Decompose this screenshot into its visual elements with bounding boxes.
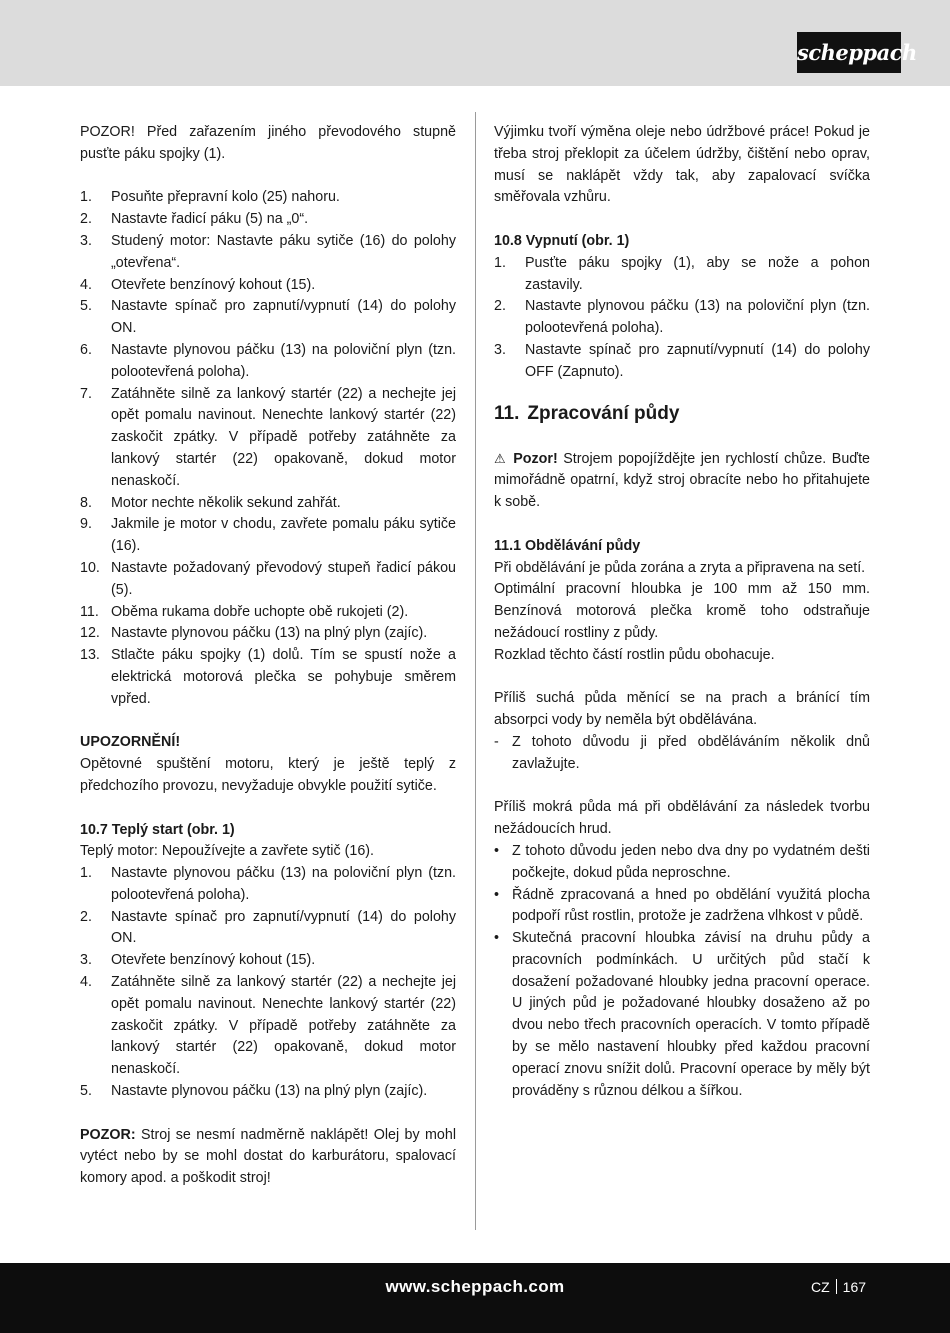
warning-label: Pozor! xyxy=(513,450,558,467)
list-item xyxy=(80,384,456,493)
list-item xyxy=(494,253,870,297)
list-item xyxy=(80,863,456,907)
list-item-number: 5. xyxy=(80,298,92,315)
list-item xyxy=(80,972,456,1081)
list-item xyxy=(494,885,870,929)
page-header xyxy=(0,0,950,86)
list-item-text: Oběma rukama dobře uchopte obě rukojeti (2). xyxy=(111,603,409,620)
list-item xyxy=(494,928,870,1102)
list-item-text: Nastavte plynovou páčku (13) na plný plyn (zajíc). xyxy=(111,1083,428,1100)
dry-soil-list xyxy=(494,732,870,776)
tilling-paragraph-1: Při obdělávání je půda zorána a zryta a připravena na setí. xyxy=(494,559,866,576)
list-item-number: 4. xyxy=(80,974,92,991)
intro-warning: POZOR! Před zařazením jiného převodového stupně pusťte páku spojky (1). xyxy=(80,124,456,162)
list-item-number: 6. xyxy=(80,341,92,358)
list-item-text: Nastavte řadicí páku (5) na „0“. xyxy=(111,211,309,228)
list-item-text: Nastavte spínač pro zapnutí/vypnutí (14) do polohy OFF (Zapnuto). xyxy=(525,341,870,380)
list-item-bullet: • xyxy=(494,886,500,903)
list-item-text: Pusťte páku spojky (1), aby se nože a pohon zastavily. xyxy=(525,254,870,293)
list-item-number: 13. xyxy=(80,647,100,664)
scheppach-logo: scheppach xyxy=(797,32,901,73)
list-item-text: Nastavte plynovou páčku (13) na poloviční plyn (tzn. polootevřená poloha). xyxy=(111,865,456,903)
warning-text: Strojem popojíždějte jen rychlostí chůze. Buďte mimořádně opatrní, když stroj obracíte nebo ho přitahujete k sobě. xyxy=(494,450,870,511)
tilling-paragraph-2: Optimální pracovní hloubka je 100 mm až 150 mm. Benzínová motorová plečka kromě toho odstraňuje nežádoucí rostliny z půdy. xyxy=(494,581,870,641)
list-item-number: 12. xyxy=(80,625,100,642)
page-number: 167 xyxy=(842,1279,867,1295)
list-item-number: 1. xyxy=(80,189,92,206)
page-separator xyxy=(836,1279,837,1294)
list-item-number: 2. xyxy=(494,298,506,315)
list-item-text: Zatáhněte silně za lankový startér (22) a nechejte jej opět pomalu navinout. Nenechte lankový startér (22) zaskočit zpátky. V případě potřeby zatáhněte za lankový startér (22) opakovaně, dokud motor nenaskočí. xyxy=(111,974,456,1078)
notice-text: Opětovné spuštění motoru, který je ještě teplý z předchozího provozu, nevyžaduje obvykle použití sytiče. xyxy=(80,756,456,794)
list-item-text: Nastavte plynovou páčku (13) na plný plyn (zajíc). xyxy=(111,625,428,642)
caution-paragraph xyxy=(80,1125,456,1190)
language-code: CZ xyxy=(811,1279,830,1295)
list-item xyxy=(494,732,870,776)
page-indicator xyxy=(811,1279,866,1295)
list-item xyxy=(80,602,456,624)
list-item-number: 4. xyxy=(80,276,92,293)
list-item-text: Nastavte požadovaný převodový stupeň řadicí pákou (5). xyxy=(111,559,456,598)
list-item xyxy=(80,1081,456,1103)
list-item-number: 5. xyxy=(80,1083,92,1100)
list-item-text: Řádně zpracovaná a hned po obdělání využitá plocha podpoří růst rostlin, protože je zadržena vlhkost v půdě. xyxy=(512,886,870,925)
list-item xyxy=(494,841,870,885)
walking-speed-warning xyxy=(494,448,870,514)
section-heading xyxy=(494,400,870,428)
page-footer xyxy=(0,1263,950,1333)
tilling-paragraph-3: Rozklad těchto částí rostlin půdu obohacuje. xyxy=(494,646,775,663)
list-item xyxy=(494,340,870,384)
list-item xyxy=(80,209,456,231)
list-item-number: 10. xyxy=(80,559,100,576)
list-item-number: 9. xyxy=(80,516,92,533)
shutdown-heading: 10.8 Vypnutí (obr. 1) xyxy=(494,232,630,249)
list-item-bullet: - xyxy=(494,733,499,750)
website-link[interactable]: www.scheppach.com xyxy=(385,1277,565,1296)
list-item xyxy=(80,950,456,972)
list-item-number: 8. xyxy=(80,494,92,511)
notice-heading: UPOZORNĚNÍ! xyxy=(80,734,181,751)
list-item-number: 1. xyxy=(80,865,92,882)
list-item-text: Studený motor: Nastavte páku sytiče (16) do polohy „otevřena“. xyxy=(111,232,456,271)
list-item-text: Zatáhněte silně za lankový startér (22) a nechejte jej opět pomalu navinout. Nenechte lankový startér (22) zaskočit zpátky. V případě potřeby zatáhněte za lankový startér (22) opakovaně, dokud motor nenaskočí. xyxy=(111,385,456,489)
list-item-bullet: • xyxy=(494,842,500,859)
exception-text: Výjimku tvoří výměna oleje nebo údržbové práce! Pokud je třeba stroj překlopit za účelem údržby, čištění nebo oprav, musí se naklápět vždy tak, aby zapalovací svíčka směřovala vzhůru. xyxy=(494,124,870,206)
tilling-heading: 11.1 Obdělávání půdy xyxy=(494,537,641,554)
left-column xyxy=(80,122,456,1190)
list-item-number: 3. xyxy=(494,341,506,358)
list-item-text: Skutečná pracovní hloubka závisí na druhu půdy a pracovních podmínkách. U určitých půd stačí k dosažení požadované hloubky jedna pracovní operace. U jiných půd je požadované hloubky dosaženo až po dvou nebo třech pracovních operacích. V tomto případě by se mělo nastavení hloubky před každou pracovní operací znovu snížit dolů. Pracovní operace by měly být prováděny s různou délkou a šířkou. xyxy=(512,930,870,1099)
list-item xyxy=(80,514,456,558)
list-item xyxy=(80,907,456,951)
dry-soil-text: Příliš suchá půda měnící se na prach a bránící tím absorpci vody by neměla být obdělávána. xyxy=(494,690,870,729)
section-title: Zpracování půdy xyxy=(527,402,680,424)
start-steps-list xyxy=(80,187,456,710)
list-item-text: Nastavte spínač pro zapnutí/vypnutí (14) do polohy ON. xyxy=(111,908,456,947)
list-item-number: 2. xyxy=(80,908,92,925)
list-item xyxy=(80,275,456,297)
list-item-number: 7. xyxy=(80,385,92,402)
list-item-text: Nastavte spínač pro zapnutí/vypnutí (14) do polohy ON. xyxy=(111,298,456,337)
list-item-bullet: • xyxy=(494,930,500,947)
list-item-text: Z tohoto důvodu jeden nebo dva dny po vydatném dešti počkejte, dokud půda neproschne. xyxy=(512,842,870,881)
list-item-text: Otevřete benzínový kohout (15). xyxy=(111,952,316,969)
list-item xyxy=(80,493,456,515)
list-item-text: Z tohoto důvodu ji před obděláváním několik dnů zavlažujte. xyxy=(512,733,870,772)
column-divider xyxy=(475,112,476,1230)
warm-start-intro: Teplý motor: Nepoužívejte a zavřete sytič (16). xyxy=(80,843,375,860)
list-item xyxy=(80,187,456,209)
list-item-number: 3. xyxy=(80,232,92,249)
warm-start-heading: 10.7 Teplý start (obr. 1) xyxy=(80,821,235,838)
list-item-text: Jakmile je motor v chodu, zavřete pomalu páku sytiče (16). xyxy=(111,516,456,555)
wet-soil-text: Příliš mokrá půda má při obdělávání za následek tvorbu nežádoucích hrud. xyxy=(494,799,870,838)
list-item-text: Motor nechte několik sekund zahřát. xyxy=(111,494,341,511)
section-number: 11. xyxy=(494,402,520,424)
caution-text: Stroj se nesmí nadměrně naklápět! Olej by mohl vytéct nebo by se mohl dostat do karburátoru, spalovací komory apod. a poškodit stroj! xyxy=(80,1126,456,1187)
list-item xyxy=(80,558,456,602)
warm-start-steps-list xyxy=(80,863,456,1103)
list-item-number: 1. xyxy=(494,254,506,271)
list-item-text: Posuňte přepravní kolo (25) nahoru. xyxy=(111,189,340,206)
list-item xyxy=(80,231,456,275)
list-item xyxy=(80,623,456,645)
warning-triangle-icon: ⚠ xyxy=(494,450,508,466)
list-item-number: 11. xyxy=(80,603,99,620)
shutdown-steps-list xyxy=(494,253,870,384)
wet-soil-list xyxy=(494,841,870,1103)
list-item-number: 2. xyxy=(80,211,92,228)
right-column xyxy=(494,122,870,1102)
list-item xyxy=(80,296,456,340)
list-item-number: 3. xyxy=(80,952,92,969)
list-item-text: Nastavte plynovou páčku (13) na poloviční plyn (tzn. polootevřená poloha). xyxy=(111,341,456,380)
list-item-text: Otevřete benzínový kohout (15). xyxy=(111,276,316,293)
caution-label: POZOR: xyxy=(80,1126,136,1143)
list-item xyxy=(80,340,456,384)
list-item-text: Stlačte páku spojky (1) dolů. Tím se spustí nože a elektrická motorová plečka se pohybuje směrem vpřed. xyxy=(111,647,456,707)
list-item-text: Nastavte plynovou páčku (13) na poloviční plyn (tzn. polootevřená poloha). xyxy=(525,298,870,337)
list-item xyxy=(80,645,456,710)
list-item xyxy=(494,296,870,340)
